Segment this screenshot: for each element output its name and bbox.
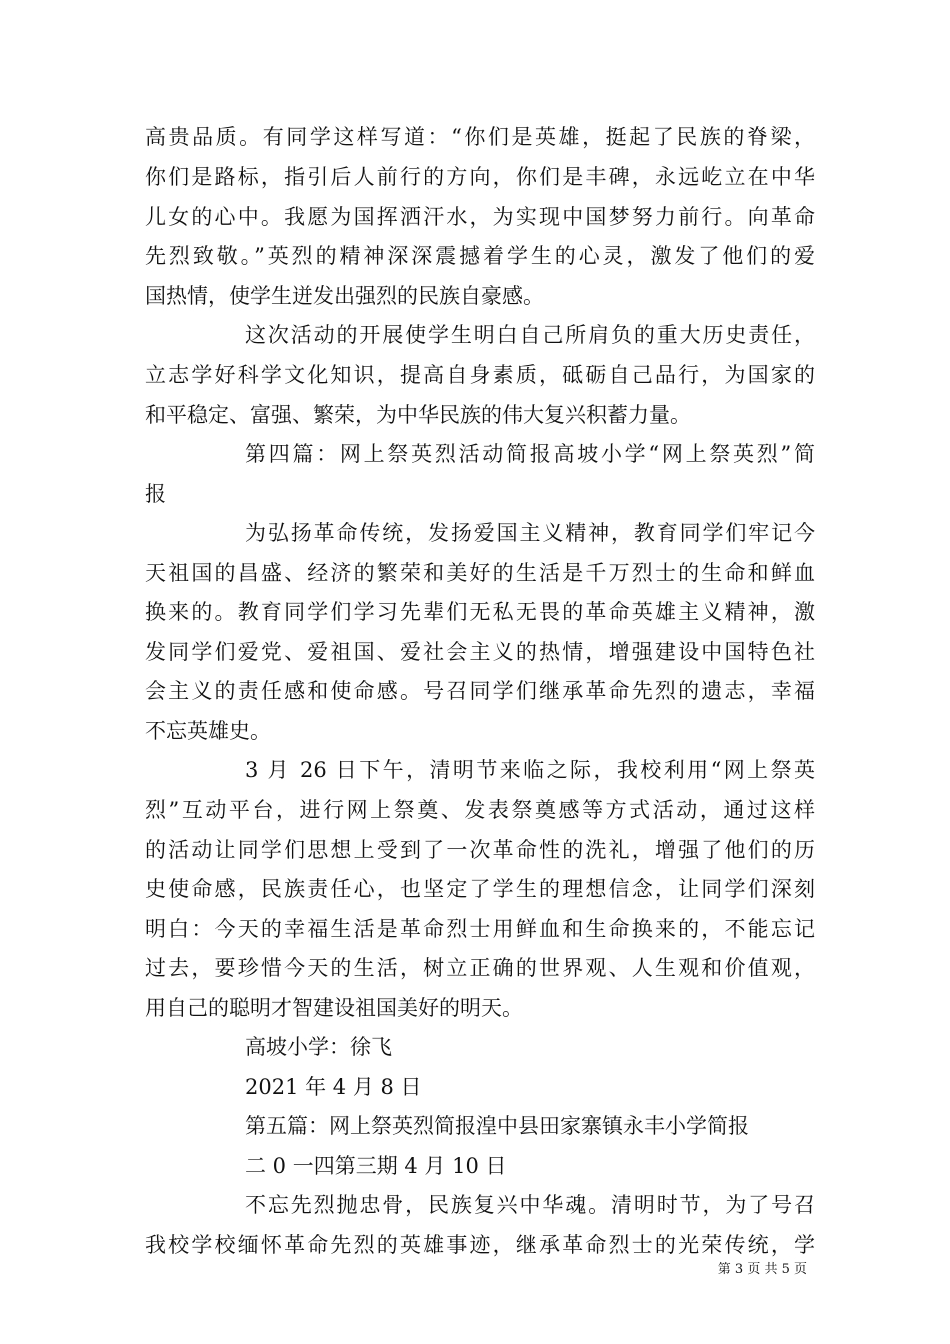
text-line: 你们是路标，指引后人前行的方向，你们是丰碑，永远屹立在中华: [145, 165, 815, 189]
section-heading-4: 第四篇：网上祭英烈活动简报高坡小学“网上祭英烈”简: [245, 442, 815, 466]
text-line: 的活动让同学们思想上受到了一次革命性的洗礼，增强了他们的历: [145, 838, 815, 862]
text-line: 天祖国的昌盛、经济的繁荣和美好的生活是千万烈士的生命和鲜血: [145, 561, 815, 585]
paragraph-first-line: 这次活动的开展使学生明白自己所肩负的重大历史责任，: [245, 323, 815, 347]
text-line: 和平稳定、富强、繁荣，为中华民族的伟大复兴积蓄力量。: [145, 403, 691, 427]
text-line: 先烈致敬。”英烈的精神深深震撼着学生的心灵，激发了他们的爱: [145, 244, 815, 268]
text-line: 烈”互动平台，进行网上祭奠、发表祭奠感等方式活动，通过这样: [145, 798, 815, 822]
section-heading-4-cont: 报: [145, 482, 166, 506]
paragraph-first-line: 不忘先烈抛忠骨，民族复兴中华魂。清明时节，为了号召: [245, 1193, 815, 1217]
text-line: 国热情，使学生迸发出强烈的民族自豪感。: [145, 284, 544, 308]
text-line: 会主义的责任感和使命感。号召同学们继承革命先烈的遗志，幸福: [145, 679, 815, 703]
page-number: 第 3 页 共 5 页: [717, 1262, 807, 1277]
text-line: 明白：今天的幸福生活是革命烈士用鲜血和生命换来的，不能忘记: [145, 917, 815, 941]
text-line: 不忘英雄史。: [145, 719, 271, 743]
text-line: 史使命感，民族责任心，也坚定了学生的理想信念，让同学们深刻: [145, 877, 815, 901]
text-line: 用自己的聪明才智建设祖国美好的明天。: [145, 996, 523, 1020]
text-line: 我校学校缅怀革命先烈的英雄事迹，继承革命烈士的光荣传统，学: [145, 1233, 815, 1257]
section-heading-5: 第五篇：网上祭英烈简报湟中县田家寨镇永丰小学简报: [245, 1114, 749, 1138]
text-line: 儿女的心中。我愿为国挥洒汗水，为实现中国梦努力前行。向革命: [145, 205, 815, 229]
text-line: 高贵品质。有同学这样写道：“你们是英雄，挺起了民族的脊梁，: [145, 125, 815, 149]
signature-date: 2021 年 4 月 8 日: [245, 1075, 422, 1099]
text-line: 发同学们爱党、爱祖国、爱社会主义的热情，增强建设中国特色社: [145, 640, 815, 664]
signature-author: 高坡小学：徐飞: [245, 1035, 392, 1059]
text-line: 换来的。教育同学们学习先辈们无私无畏的革命英雄主义精神，激: [145, 600, 815, 624]
text-line: 立志学好科学文化知识，提高自身素质，砥砺自己品行，为国家的: [145, 363, 815, 387]
issue-line: 二 0 一四第三期 4 月 10 日: [245, 1154, 507, 1178]
paragraph-first-line: 3 月 26 日下午，清明节来临之际，我校利用“网上祭英: [245, 758, 815, 782]
text-line: 过去，要珍惜今天的生活，树立正确的世界观、人生观和价值观，: [145, 956, 815, 980]
paragraph-first-line: 为弘扬革命传统，发扬爱国主义精神，教育同学们牢记今: [245, 521, 815, 545]
